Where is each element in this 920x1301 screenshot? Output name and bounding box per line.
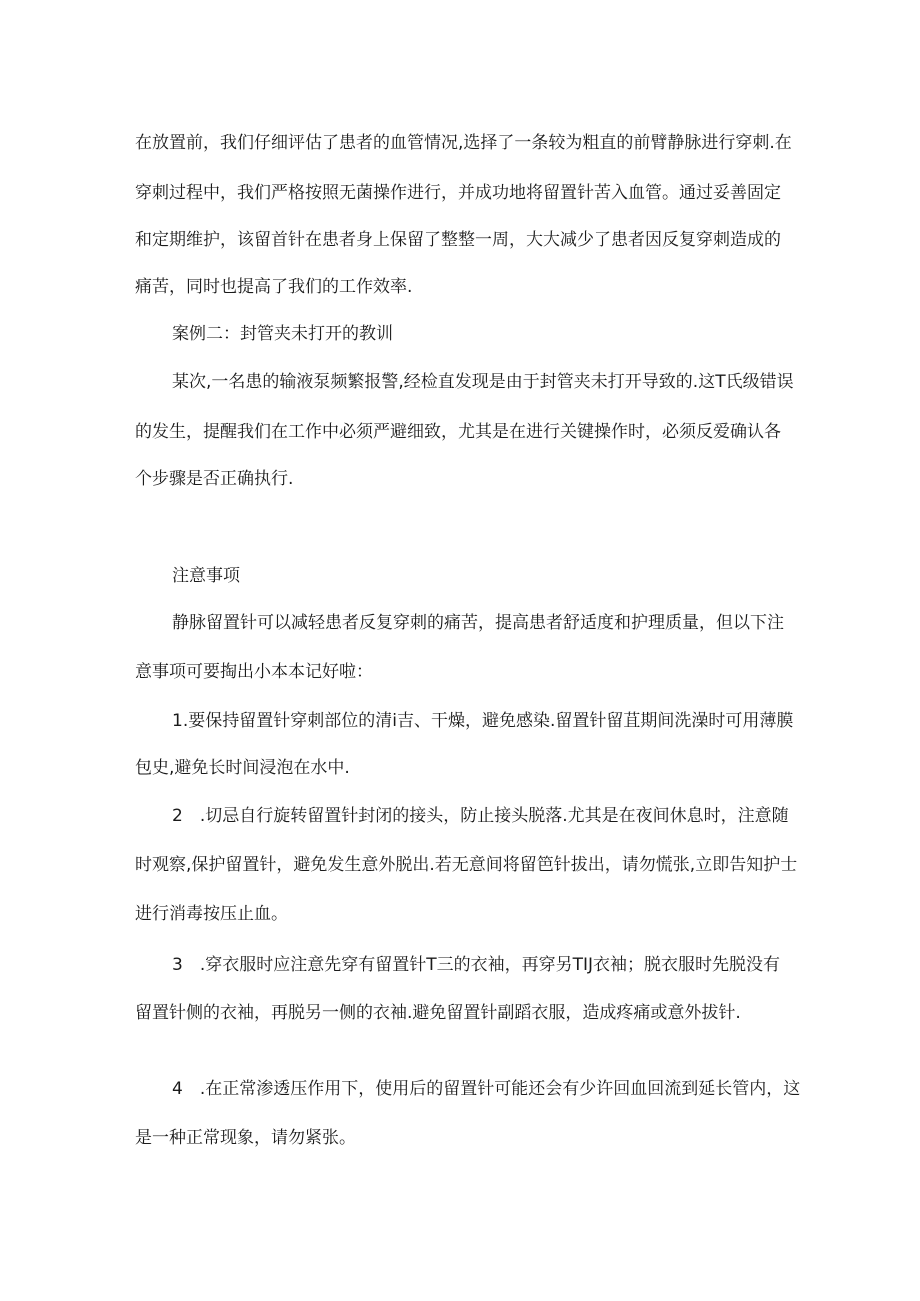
paragraph-1-line-2: 穿刺过程中，我们严格按照无菌操作进行，并成功地将留置针苦入血管。通过妥善固定: [135, 183, 781, 203]
case-2-line-1: 某次,一名患的输液泵频繁报警,经检直发现是由于封管夹未打开导致的.这T氏级错误: [172, 372, 794, 392]
paragraph-1-line-3: 和定期维护，该留首针在患者身上保留了整整一周，大大减少了患者因反复穿刺造成的: [135, 230, 781, 250]
note-item-1-line-2: 包史,避免长时间浸泡在水中.: [135, 758, 350, 778]
note-item-4-line-2: 是一种正常现象，请勿紧张。: [135, 1128, 356, 1148]
case-2-line-2: 的发生，提醒我们在工作中必须严避细致，尤其是在进行关键操作时，必须反爱确认各: [135, 422, 781, 442]
paragraph-1-line-1: 在放置前，我们仔细评估了患者的血管情况,选择了一条较为粗直的前臂静脉进行穿刺.在: [135, 133, 792, 153]
note-item-1-line-1: 1.要保持留置针穿刺部位的清i吉、干燥，避免感染.留置针留苴期间洗澡时可用薄膜: [172, 711, 794, 731]
note-item-2-line-1: 2 .切忌自行旋转留置针封闭的接头，防止接头脱落.尤其是在夜间休息时，注意随: [172, 806, 789, 826]
note-item-4-line-1: 4 .在正常渗透压作用下，使用后的留置针可能还会有少许回血回流到延长管内，这: [172, 1079, 801, 1099]
case-2-title: 案例二：封管夹未打开的教训: [172, 324, 393, 344]
note-item-3-line-1: 3 .穿衣服时应注意先穿有留置针T三的衣袖，再穿另TIJ衣袖；脱衣服时先脱没有: [172, 955, 781, 975]
paragraph-1-line-4: 痛苦，同时也提高了我们的工作效率.: [135, 277, 413, 297]
note-item-2-line-2: 时观察,保护留置针，避免发生意外脱出.若无意间将留笆针拔出，请勿慌张,立即告知护士: [135, 855, 798, 875]
note-item-3-line-2: 留置针侧的衣袖，再脱另一侧的衣袖.避免留置针副蹈衣服，造成疼痛或意外拔针.: [135, 1003, 741, 1023]
case-2-line-3: 个步骤是否正确执行.: [135, 469, 294, 489]
notes-intro-line-2: 意事项可要掏出小本本记好啦：: [135, 662, 373, 682]
notes-title: 注意事项: [172, 566, 240, 586]
notes-intro-line-1: 静脉留置针可以减轻患者反复穿刺的痛苦，提高患者舒适度和护理质量，但以下注: [172, 613, 784, 633]
note-item-2-line-3: 进行消毒按压止血。: [135, 904, 288, 924]
